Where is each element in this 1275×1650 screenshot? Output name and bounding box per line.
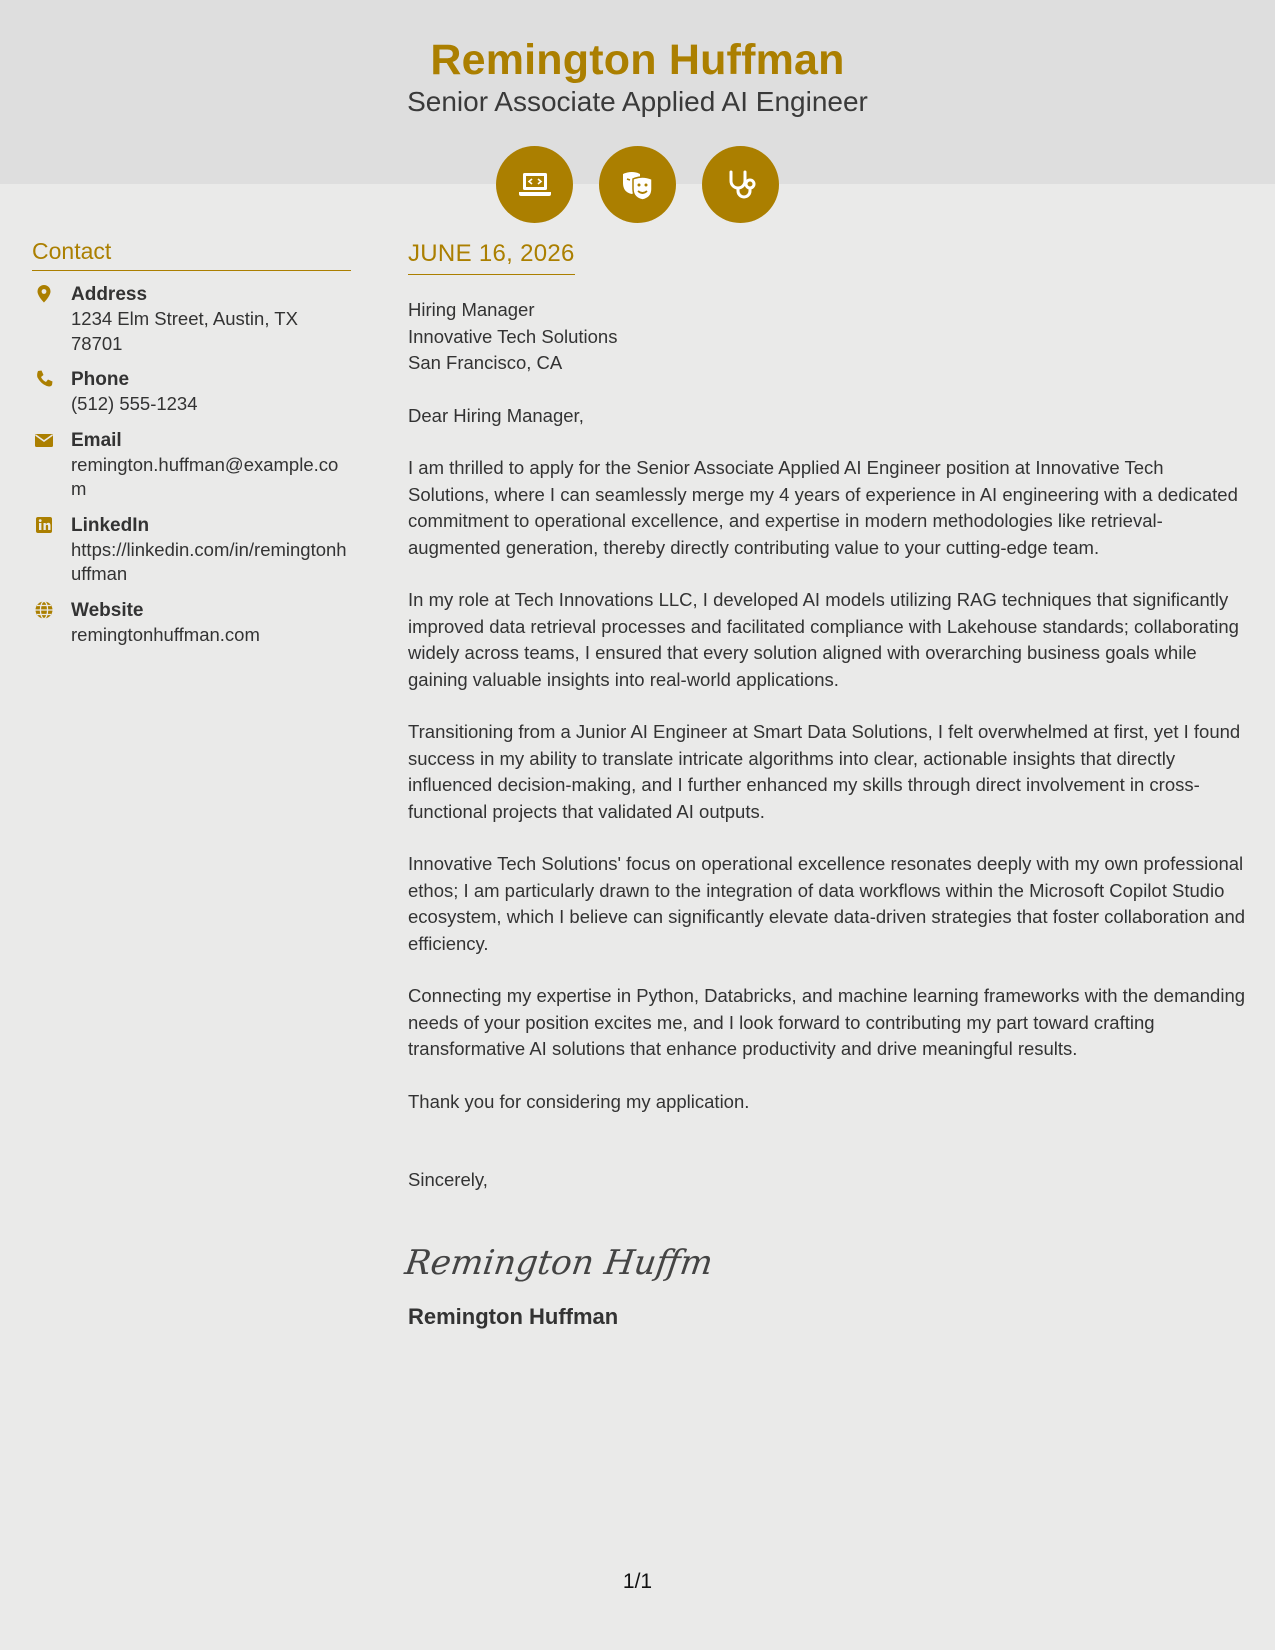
linkedin-icon: [34, 515, 54, 535]
badge-laptop-code: [496, 146, 573, 223]
contact-value-email[interactable]: remington.huffman@example.com: [71, 453, 339, 499]
recipient-block: [408, 297, 1248, 377]
page-number: 1/1: [622, 1570, 653, 1593]
letter-paragraph: I am thrilled to apply for the Senior Associate Applied AI Engineer position at Innovative Tech Solutions, where I can seamlessly merge my 4 years of experience in AI engineering with a dedicated commitment to operational excellence, and expertise in modern methodologies like retrieval-augmented generation, thereby directly contributing value to your cutting-edge team.: [408, 457, 1238, 558]
letter-paragraph: Innovative Tech Solutions' focus on operational excellence resonates deeply with my own professional ethos; I am particularly drawn to the integration of data workflows within the Microsoft Copilot Studio ecosystem, which I believe can significantly elevate data-driven strategies that foster collaboration and efficiency.: [408, 853, 1246, 954]
signature-text: Remington Huffm: [402, 1242, 716, 1283]
letter-paragraph: Connecting my expertise in Python, Databricks, and machine learning frameworks with the demanding needs of your position excites me, and I look forward to contributing my part toward crafting transformative AI solutions that enhance productivity and drive meaningful results.: [408, 985, 1246, 1059]
letter-paragraph: Thank you for considering my application.: [408, 1090, 750, 1112]
contact-sidebar: [32, 238, 351, 647]
contact-value-phone: (512) 555-1234: [71, 393, 198, 414]
badge-stethoscope: [702, 146, 779, 223]
letter-body: [402, 240, 1248, 1330]
contact-value-address: 1234 Elm Street, Austin, TX 78701: [71, 308, 298, 354]
stethoscope-icon: [721, 165, 761, 205]
letter-paragraph: Transitioning from a Junior AI Engineer at Smart Data Solutions, I felt overwhelmed at first, yet I found success in my ability to translate intricate algorithms into clear, actionable insights that directly influenced decision-making, and I further enhanced my skills through direct involvement in cross-functional projects that validated AI outputs.: [408, 721, 1241, 822]
contact-address: [32, 283, 351, 356]
contact-value-linkedin[interactable]: https://linkedin.com/in/remingtonhuffman: [71, 538, 347, 584]
envelope-icon: [34, 430, 54, 450]
globe-icon: [34, 600, 54, 620]
contact-email: [32, 429, 351, 502]
letter-date: JUNE 16, 2026: [408, 240, 575, 275]
map-pin-icon: [34, 284, 54, 304]
contact-heading: Contact: [32, 238, 351, 271]
closing: Sincerely,: [408, 1169, 488, 1190]
phone-icon: [34, 369, 54, 389]
recipient-location: San Francisco, CA: [408, 352, 563, 373]
contact-label-phone: Phone: [71, 369, 130, 390]
contact-value-website[interactable]: remingtonhuffman.com: [71, 623, 260, 645]
laptop-code-icon: [515, 165, 555, 205]
recipient-title: Hiring Manager: [408, 299, 535, 320]
recipient-company: Innovative Tech Solutions: [408, 325, 618, 347]
contact-phone: [32, 368, 351, 417]
letter-paragraph: In my role at Tech Innovations LLC, I developed AI models utilizing RAG techniques that significantly improved data retrieval processes and facilitated compliance with Lakehouse standards; collaborating widely across teams, I ensured that every solution aligned with overarching business goals while gaining valuable insights into real-world applications.: [408, 589, 1239, 690]
candidate-role: Senior Associate Applied AI Engineer: [407, 86, 868, 117]
contact-label-address: Address: [71, 284, 148, 305]
contact-website: [32, 599, 351, 648]
contact-label-email: Email: [71, 429, 122, 451]
candidate-name: Remington Huffman: [430, 36, 845, 84]
theater-masks-icon: [618, 165, 658, 205]
salutation: Dear Hiring Manager,: [408, 404, 584, 426]
signer-name: Remington Huffman: [408, 1303, 619, 1329]
signature-image: [402, 1230, 1248, 1290]
contact-linkedin: [32, 514, 351, 587]
badge-theater-masks: [599, 146, 676, 223]
contact-label-linkedin: LinkedIn: [71, 514, 150, 536]
contact-label-website: Website: [71, 599, 144, 621]
